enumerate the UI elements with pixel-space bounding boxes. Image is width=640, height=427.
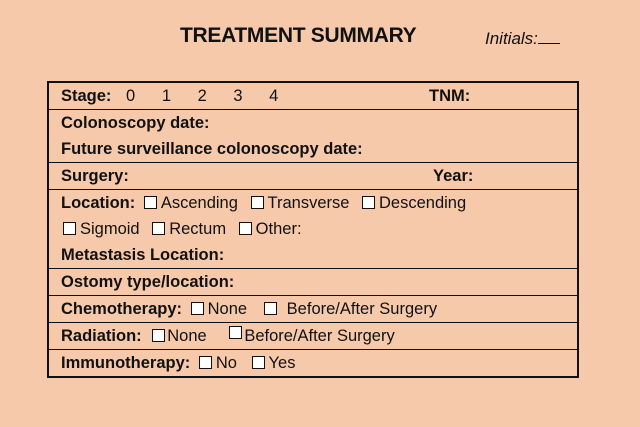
ostomy-label: Ostomy type/location: xyxy=(61,273,235,291)
radiation-none-checkbox[interactable] xyxy=(152,329,165,342)
tnm-label: TNM: xyxy=(429,87,471,105)
radiation-before-after-checkbox[interactable] xyxy=(229,326,242,339)
radiation-label: Radiation: xyxy=(61,327,142,345)
chemotherapy-label: Chemotherapy: xyxy=(61,300,183,318)
other-checkbox[interactable] xyxy=(239,222,252,235)
immunotherapy-label: Immunotherapy: xyxy=(61,354,191,372)
location-row xyxy=(49,190,577,269)
chemo-none-label: None xyxy=(207,300,248,318)
year-label: Year: xyxy=(433,167,474,185)
sigmoid-checkbox[interactable] xyxy=(63,222,76,235)
other-label: Other: xyxy=(255,220,302,238)
stage-option-0[interactable]: 0 xyxy=(126,87,136,105)
chemotherapy-row xyxy=(49,296,577,323)
colonoscopy-row xyxy=(49,110,577,163)
stage-option-1[interactable]: 1 xyxy=(161,87,171,105)
immunotherapy-row xyxy=(49,350,577,376)
stage-label: Stage: xyxy=(61,87,112,105)
radiation-before-after-label: Before/After Surgery xyxy=(244,327,395,345)
transverse-checkbox[interactable] xyxy=(251,196,264,209)
sigmoid-label: Sigmoid xyxy=(80,220,140,238)
page-title: TREATMENT SUMMARY xyxy=(180,24,417,47)
surgery-label: Surgery: xyxy=(61,167,129,185)
immuno-yes-checkbox[interactable] xyxy=(252,356,265,369)
initials-blank[interactable] xyxy=(538,29,560,44)
stage-option-3[interactable]: 3 xyxy=(233,87,243,105)
radiation-row xyxy=(49,323,577,350)
rectum-label: Rectum xyxy=(169,220,227,238)
stage-option-4[interactable]: 4 xyxy=(269,87,279,105)
descending-label: Descending xyxy=(379,194,467,212)
initials-label: Initials: xyxy=(485,29,538,48)
radiation-none-label: None xyxy=(167,327,207,345)
location-label: Location: xyxy=(61,194,136,212)
colonoscopy-date-label: Colonoscopy date: xyxy=(61,114,210,132)
initials-field[interactable] xyxy=(485,29,560,49)
stage-option-2[interactable]: 2 xyxy=(197,87,207,105)
immuno-no-label: No xyxy=(215,354,237,372)
descending-checkbox[interactable] xyxy=(362,196,375,209)
chemo-before-after-checkbox[interactable] xyxy=(264,302,277,315)
chemo-none-checkbox[interactable] xyxy=(191,302,204,315)
ostomy-row xyxy=(49,269,577,296)
stage-row xyxy=(49,83,577,110)
future-surveillance-label: Future surveillance colonoscopy date: xyxy=(61,140,363,158)
ascending-label: Ascending xyxy=(160,194,238,212)
surgery-row xyxy=(49,163,577,190)
metastasis-label: Metastasis Location: xyxy=(61,246,225,264)
chemo-before-after-label: Before/After Surgery xyxy=(286,300,438,318)
immuno-yes-label: Yes xyxy=(268,354,296,372)
transverse-label: Transverse xyxy=(267,194,350,212)
rectum-checkbox[interactable] xyxy=(152,222,165,235)
ascending-checkbox[interactable] xyxy=(144,196,157,209)
immuno-no-checkbox[interactable] xyxy=(199,356,212,369)
treatment-summary-form xyxy=(47,81,579,378)
